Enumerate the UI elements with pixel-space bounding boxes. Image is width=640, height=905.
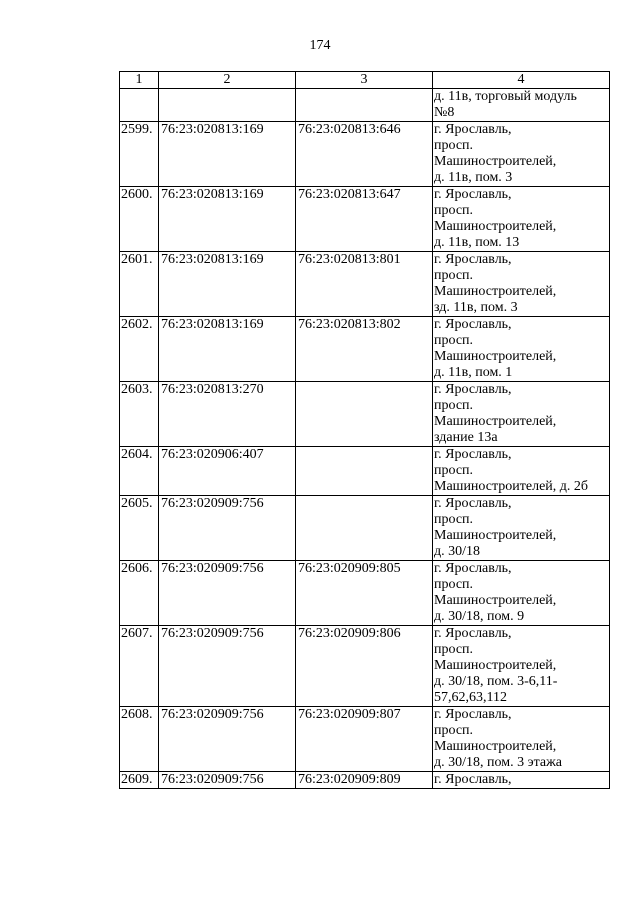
row-number: 2602. [120, 317, 159, 382]
object-cadastral-number: 76:23:020909:807 [296, 707, 433, 772]
table-row [120, 89, 610, 122]
row-number: 2601. [120, 252, 159, 317]
address-cell: г. Ярославль, просп. Машиностроителей, д. 30/18, пом. 3-6,11- 57,62,63,112 [433, 626, 610, 707]
table-row [120, 252, 610, 317]
land-cadastral-number: 76:23:020813:169 [159, 187, 296, 252]
land-cadastral-number: 76:23:020909:756 [159, 626, 296, 707]
land-cadastral-number: 76:23:020909:756 [159, 496, 296, 561]
register-table [119, 71, 610, 789]
row-number [120, 89, 159, 122]
table-row [120, 561, 610, 626]
object-cadastral-number: 76:23:020813:646 [296, 122, 433, 187]
object-cadastral-number: 76:23:020813:801 [296, 252, 433, 317]
address-cell: г. Ярославль, просп. Машиностроителей, д. 11в, пом. 3 [433, 122, 610, 187]
row-number: 2600. [120, 187, 159, 252]
table-row [120, 122, 610, 187]
row-number: 2606. [120, 561, 159, 626]
land-cadastral-number [159, 89, 296, 122]
table-row [120, 447, 610, 496]
address-cell: д. 11в, торговый модуль №8 [433, 89, 610, 122]
object-cadastral-number: 76:23:020813:802 [296, 317, 433, 382]
row-number: 2603. [120, 382, 159, 447]
object-cadastral-number: 76:23:020909:809 [296, 772, 433, 789]
address-cell: г. Ярославль, просп. Машиностроителей, зд. 11в, пом. 3 [433, 252, 610, 317]
address-cell: г. Ярославль, просп. Машиностроителей, д. 30/18 [433, 496, 610, 561]
address-cell: г. Ярославль, просп. Машиностроителей, здание 13а [433, 382, 610, 447]
object-cadastral-number [296, 89, 433, 122]
land-cadastral-number: 76:23:020813:169 [159, 317, 296, 382]
address-cell: г. Ярославль, [433, 772, 610, 789]
address-cell: г. Ярославль, просп. Машиностроителей, д. 11в, пом. 1 [433, 317, 610, 382]
column-header-address: 4 [433, 72, 610, 89]
column-header-number: 1 [120, 72, 159, 89]
row-number: 2605. [120, 496, 159, 561]
header-row [120, 72, 610, 89]
table-row [120, 317, 610, 382]
object-cadastral-number: 76:23:020909:805 [296, 561, 433, 626]
row-number: 2608. [120, 707, 159, 772]
table-row [120, 496, 610, 561]
land-cadastral-number: 76:23:020909:756 [159, 561, 296, 626]
land-cadastral-number: 76:23:020909:756 [159, 707, 296, 772]
row-number: 2607. [120, 626, 159, 707]
row-number: 2599. [120, 122, 159, 187]
table-row [120, 187, 610, 252]
object-cadastral-number: 76:23:020909:806 [296, 626, 433, 707]
land-cadastral-number: 76:23:020813:169 [159, 122, 296, 187]
address-cell: г. Ярославль, просп. Машиностроителей, д. 2б [433, 447, 610, 496]
address-cell: г. Ярославль, просп. Машиностроителей, д. 30/18, пом. 9 [433, 561, 610, 626]
row-number: 2604. [120, 447, 159, 496]
row-number: 2609. [120, 772, 159, 789]
table-row [120, 382, 610, 447]
table-row [120, 707, 610, 772]
table-row [120, 772, 610, 789]
column-header-object-cadastral: 3 [296, 72, 433, 89]
column-header-land-cadastral: 2 [159, 72, 296, 89]
object-cadastral-number: 76:23:020813:647 [296, 187, 433, 252]
object-cadastral-number [296, 382, 433, 447]
land-cadastral-number: 76:23:020813:270 [159, 382, 296, 447]
object-cadastral-number [296, 447, 433, 496]
table-body [120, 89, 610, 789]
land-cadastral-number: 76:23:020813:169 [159, 252, 296, 317]
address-cell: г. Ярославль, просп. Машиностроителей, д. 11в, пом. 13 [433, 187, 610, 252]
page-number: 174 [309, 38, 331, 53]
object-cadastral-number [296, 496, 433, 561]
address-cell: г. Ярославль, просп. Машиностроителей, д. 30/18, пом. 3 этажа [433, 707, 610, 772]
table-row [120, 626, 610, 707]
land-cadastral-number: 76:23:020909:756 [159, 772, 296, 789]
land-cadastral-number: 76:23:020906:407 [159, 447, 296, 496]
